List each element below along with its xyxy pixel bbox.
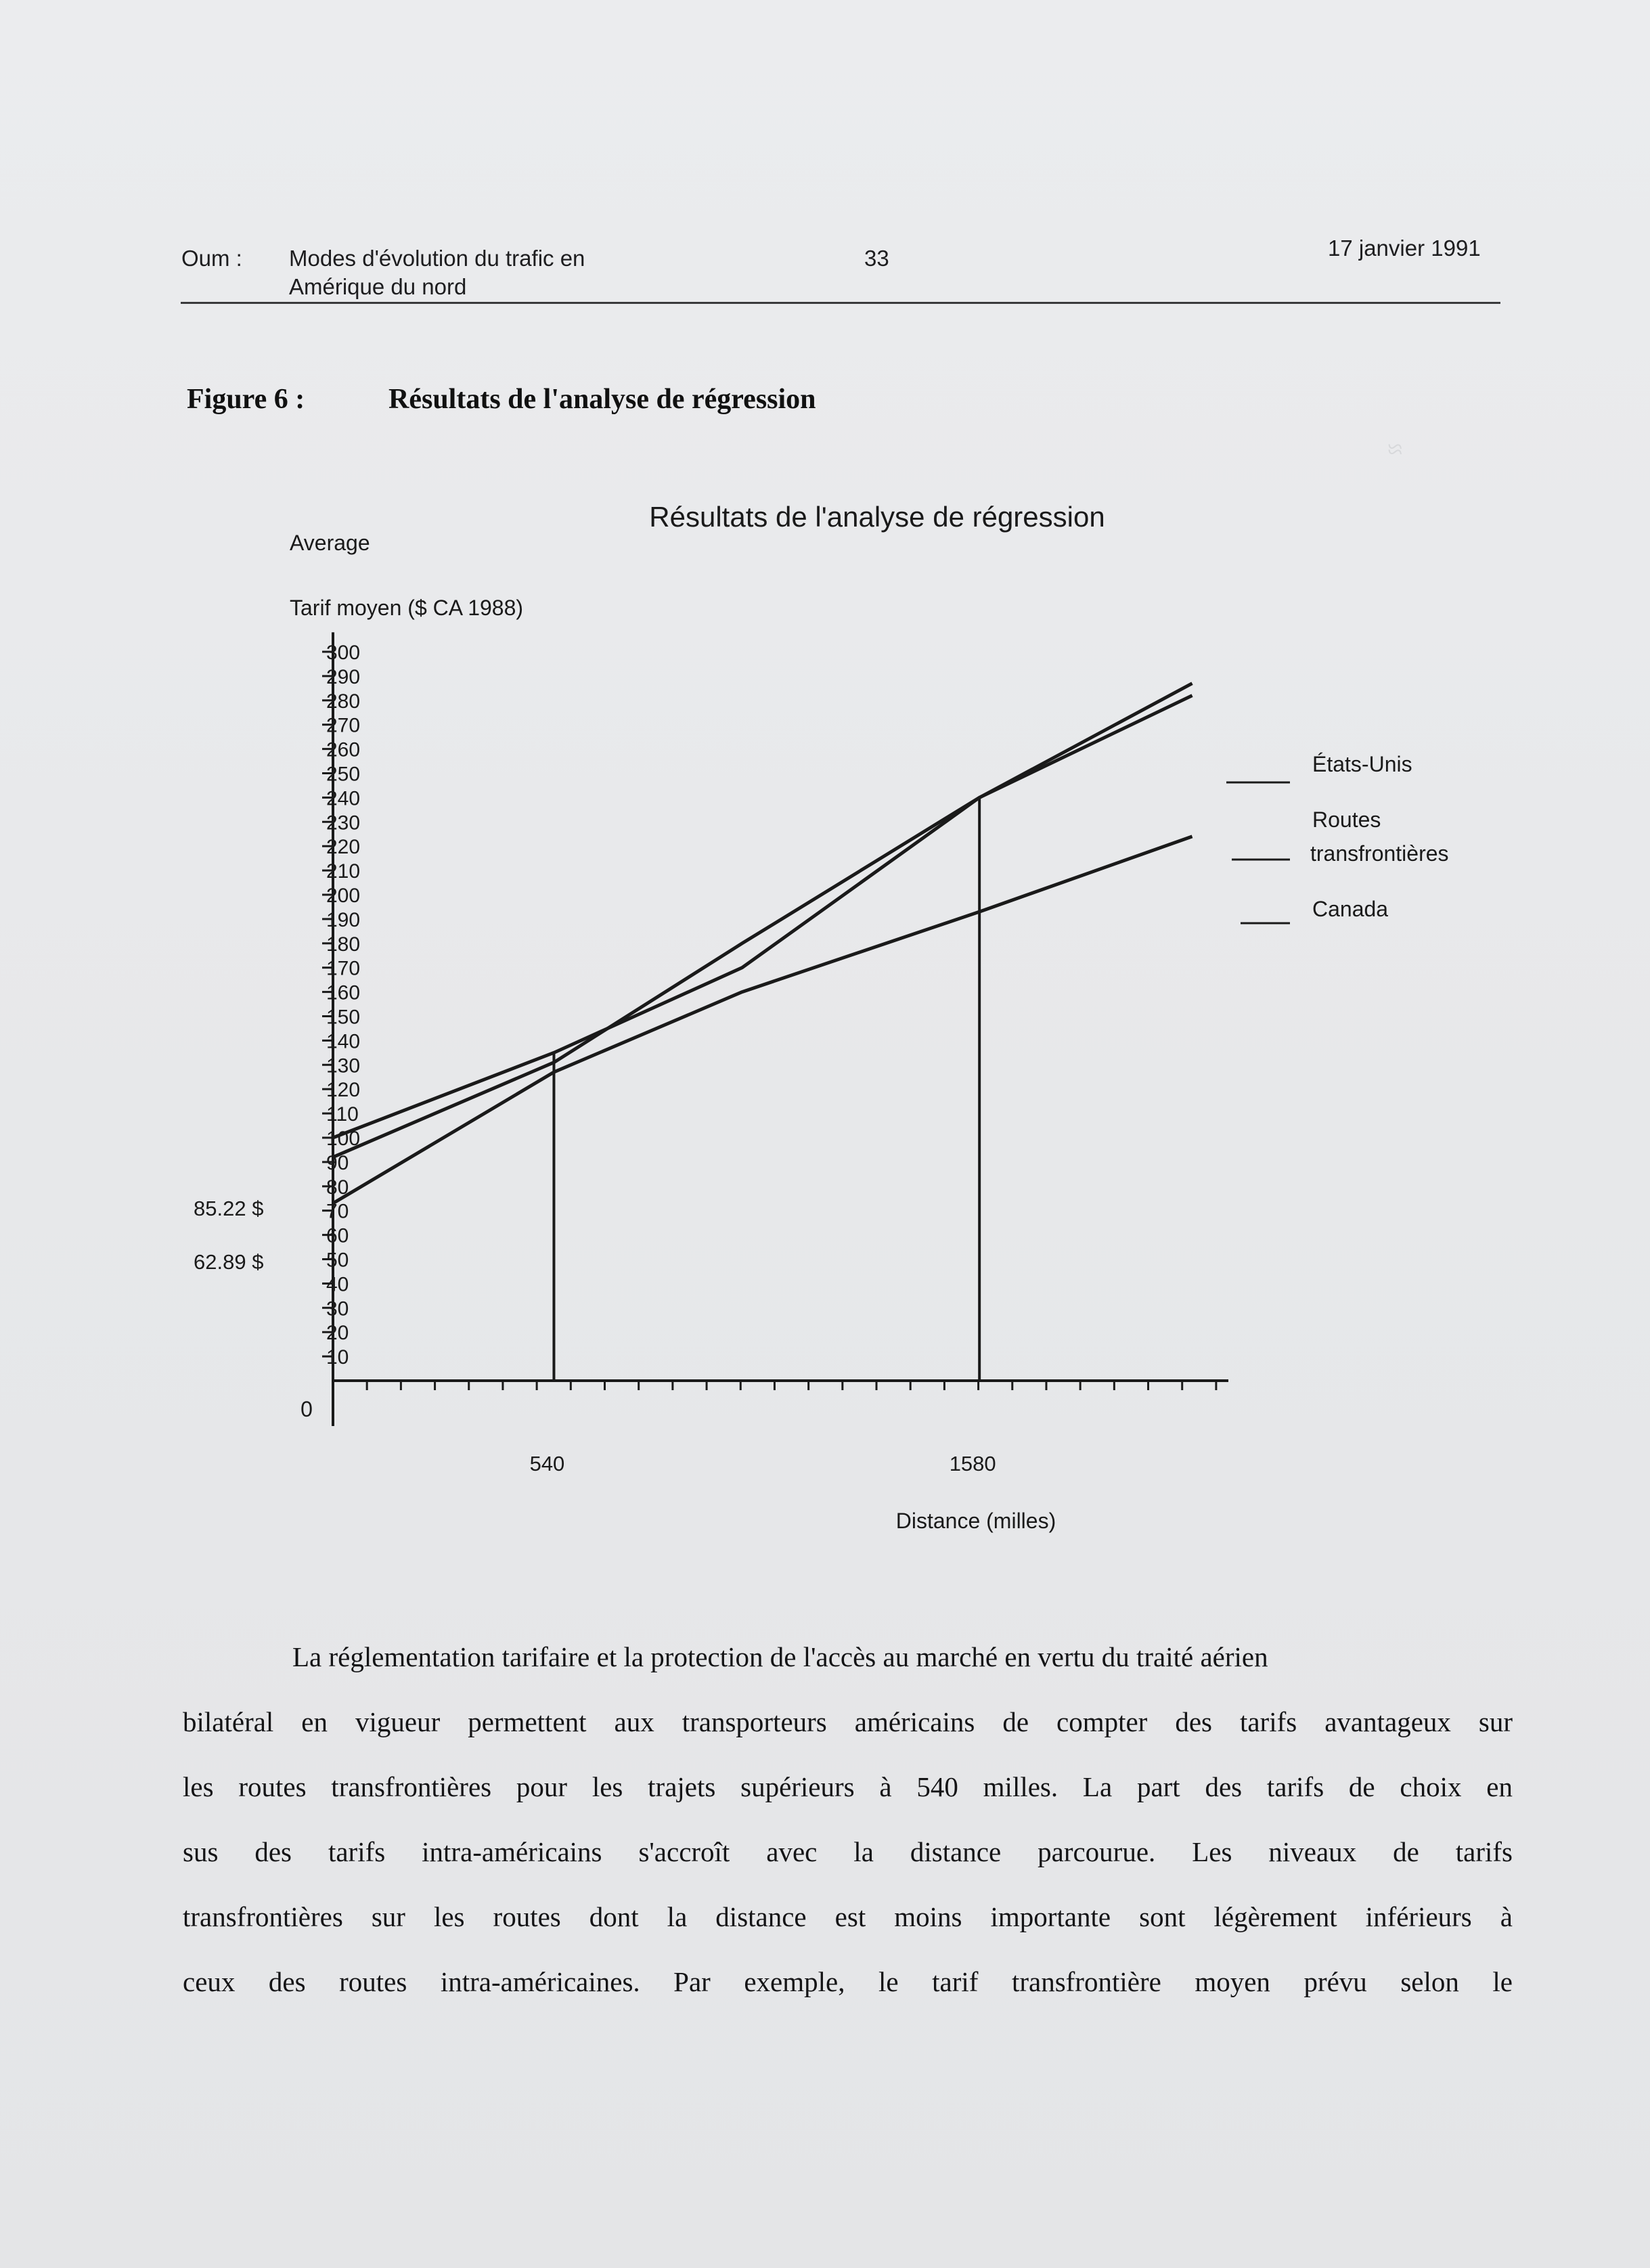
x-tick-label: 1580 [949,1452,996,1475]
y-tick-label: 230 [326,811,361,835]
y-tick-label: 10 [326,1346,349,1369]
header-date: 17 janvier 1991 [1328,236,1481,261]
header-author: Oum : [181,246,242,271]
header-title-line2: Amérique du nord [289,274,467,299]
figure-label: Figure 6 : [187,384,305,415]
y-tick-label: 300 [326,642,361,664]
y-tick-label: 20 [326,1322,349,1345]
y-tick-label: 160 [326,981,361,1004]
y-tick-label: 120 [326,1079,361,1102]
y-tick-label: 40 [326,1273,349,1296]
legend-item-routes: Routes transfrontières [1310,807,1449,866]
header-page-number: 33 [864,246,889,271]
body-line: La réglementation tarifaire et la protection de l'accès au marché en vertu du traité aérien [292,1641,1268,1672]
y-tick-label: 30 [326,1297,349,1320]
body-line: transfrontières sur les routes dont la distance est moins importante sont légèrement inférieurs à [183,1901,1513,1932]
x-tick-label: 540 [529,1452,565,1475]
y-tick-label: 150 [326,1006,361,1029]
legend-item-canada: Canada [1312,897,1389,921]
header-title-line1: Modes d'évolution du trafic en [289,246,585,271]
body-line: ceux des routes intra-américaines. Par exemple, le tarif transfrontière moyen prévu selon le [183,1966,1513,1997]
y-tick-label: 270 [326,714,361,737]
y-tick-label: 170 [326,957,361,980]
series-line-routes-transfrontieres [333,684,1192,1157]
y-tick-label: 60 [326,1224,349,1247]
y-tick-label: 100 [326,1128,361,1150]
y-tick-label: 190 [326,908,361,931]
y-tick-label: 280 [326,690,361,713]
y-tick-label: 80 [326,1176,349,1199]
body-line: sus des tarifs intra-américains s'accroît avec la distance parcourue. Les niveaux de tarifs [183,1836,1513,1867]
y-tick-label: 210 [326,860,361,883]
y-tick-label: 110 [326,1103,359,1126]
chart-title: Résultats de l'analyse de régression [649,501,1105,533]
body-line: bilatéral en vigueur permettent aux transporteurs américains de compter des tarifs avantageux sur [183,1706,1513,1737]
y-tick-label: 70 [326,1200,349,1223]
y-tick-label: 180 [326,933,361,956]
y-tick-label: 250 [326,763,361,786]
y-axis-label-top: Average [290,531,370,555]
bleed-through-text: ≈ [1387,434,1402,464]
y-tick-label: 240 [326,787,361,810]
y-tick-label: 220 [326,836,361,859]
y-tick-label: 140 [326,1030,361,1053]
y-tick-label: 200 [326,885,361,907]
x-axis-label: Distance (milles) [895,1509,1056,1533]
intercept-label: 85.22 $ [194,1197,264,1221]
series-line-etats-unis [333,696,1192,1138]
y-zero-label: 0 [300,1397,313,1421]
series-line-canada [333,837,1192,1203]
y-tick-label: 260 [326,738,361,761]
y-tick-label: 130 [326,1054,361,1077]
legend-item-etats-unis: États-Unis [1312,752,1412,776]
y-axis-label: Tarif moyen ($ CA 1988) [290,596,524,620]
body-line: les routes transfrontières pour les trajets supérieurs à 540 milles. La part des tarifs de choix en [183,1771,1513,1802]
y-tick-label: 50 [326,1249,349,1272]
figure-caption: Résultats de l'analyse de régression [388,384,816,415]
intercept-label: 62.89 $ [194,1250,264,1274]
y-tick-label: 90 [326,1151,349,1174]
y-tick-label: 290 [326,665,361,688]
